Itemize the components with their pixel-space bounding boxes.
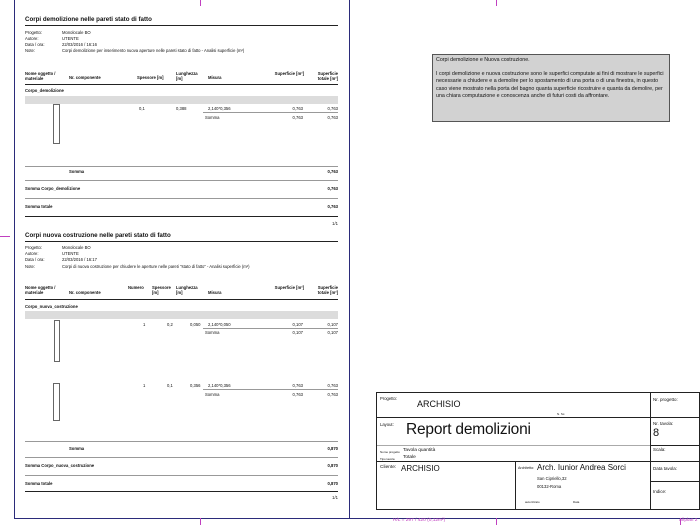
authorization-label: autorizzato: [525, 500, 540, 504]
scale-label: Scala:: [653, 447, 666, 452]
sum-value: 0,870: [327, 446, 338, 451]
group-bar: [25, 311, 338, 319]
project-label: Progetto:: [380, 396, 397, 401]
group-sum-value: 0,870: [327, 463, 338, 468]
header-component: Nr. componente: [69, 75, 101, 80]
meta-value: Monolocale BO: [62, 245, 91, 250]
title-block: [376, 392, 700, 510]
address-city: 00132-Roma: [537, 484, 562, 489]
report-title: Corpi demolizione nelle pareti stato di fatto: [25, 16, 152, 23]
tb-separator: [377, 417, 650, 418]
grand-total-value: 0,763: [327, 204, 338, 209]
sum-label: Somma: [69, 169, 85, 174]
divider: [25, 216, 338, 217]
subtotal-total: 0,763: [327, 115, 338, 120]
architect-name: Arch. Iunior Andrea Sorci: [537, 463, 626, 472]
row-surface: 0,763: [292, 106, 303, 111]
address-street: San Cipriello,32: [537, 476, 567, 481]
sum-value: 0,763: [327, 169, 338, 174]
meta-label: Progetto:: [25, 245, 42, 250]
tb-separator: [650, 393, 651, 509]
layout-value: Report demolizioni: [406, 421, 531, 438]
header-measure: Misura: [208, 290, 222, 295]
center-frame-line: [349, 0, 350, 518]
tb-separator: [650, 417, 699, 418]
tb-separator: [650, 445, 699, 446]
description-heading: Corpi demolizione e Nuova costruzione.: [436, 57, 530, 63]
subtotal-label: Somma: [205, 115, 220, 120]
divider: [25, 198, 338, 199]
bottom-frame-line: [14, 518, 700, 519]
tb-separator: [650, 461, 699, 462]
meta-value: Corpi di nuova costruzione per chiudere le aperture nelle pareti "stato di fatto" - Analisi superficie (m²): [62, 264, 250, 269]
row-total: 0,763: [327, 383, 338, 388]
element-sketch: [53, 383, 60, 421]
divider: [25, 475, 338, 476]
meta-value: 22/03/2016 / 16:17: [62, 257, 97, 262]
description-box: [432, 54, 670, 122]
meta-label: Autore:: [25, 36, 39, 41]
top-tick: [496, 0, 497, 6]
group-name: Corpo_nuova_costruzione: [25, 304, 78, 309]
date-label: Data: [573, 500, 580, 504]
project-value: ARCHISIO: [417, 399, 461, 409]
header-number: Numero: [128, 285, 144, 290]
left-tick: [0, 236, 10, 237]
row-length: 0,050: [190, 322, 201, 327]
divider: [25, 441, 338, 442]
subtotal-surface: 0,107: [292, 330, 303, 335]
group-sum-label: Somma Corpo_demolizione: [25, 186, 81, 191]
meta-label: Note:: [25, 264, 36, 269]
header-thickness: Spessore [m]: [152, 285, 171, 295]
page-number: 1/1: [332, 221, 338, 226]
nr-project-label: Nr. progetto:: [653, 397, 678, 402]
row-thickness: 0,2: [167, 322, 173, 327]
layout-label: Layout:: [380, 422, 394, 427]
table-type-label: Tipo tavola: [380, 457, 395, 461]
bottom-tick: [496, 518, 497, 525]
header-measure: Misura: [208, 75, 222, 80]
table-name-label: Nome progetto: [380, 450, 400, 454]
row-divider: [203, 112, 338, 113]
subtotal-label: Somma: [205, 330, 220, 335]
header-name: Nome oggetto / materiale: [25, 285, 56, 295]
element-sketch: [53, 104, 60, 144]
header-length: Lunghezza [m]: [176, 71, 198, 81]
meta-value: UTENTE: [62, 251, 79, 256]
nr-table-label: Nr. tavola:: [653, 421, 674, 426]
meta-value: 22/03/2016 / 16:16: [62, 42, 97, 47]
client-label: Cliente:: [380, 465, 397, 470]
element-sketch: [54, 320, 60, 362]
row-measure: 2,140*0,356: [208, 106, 231, 111]
meta-label: Progetto:: [25, 30, 42, 35]
subtotal-surface: 0,763: [292, 392, 303, 397]
meta-label: Data / ora:: [25, 257, 45, 262]
header-length: Lunghezza [m]: [176, 285, 198, 295]
header-total: Superficie totale [m²]: [317, 71, 338, 81]
header-thickness: Spessore [m]: [137, 75, 164, 80]
meta-label: Autore:: [25, 251, 39, 256]
divider: [25, 491, 338, 492]
plot-scale-label: N. Sc.: [557, 412, 566, 416]
subtotal-total: 0,763: [327, 392, 338, 397]
description-body: I corpi demolizione e nuova costruzione sono le superfici computate ai fini di mostrare le superfici necessarie a chiudere e a demolire per lo spostamento di una porta o di una finestra, in questo caso viene mostrato nella porta del bagno quanta superficie ricostruire e quanta da demolire, per una chiara computazione e conoscenza anche di futuri costi da affrontare.: [436, 71, 664, 99]
header-divider: [25, 84, 338, 85]
tb-separator: [650, 481, 699, 482]
top-tick: [200, 0, 201, 6]
nr-table-value: 8: [653, 427, 660, 439]
row-surface: 0,763: [292, 383, 303, 388]
row-thickness: 0,1: [167, 383, 173, 388]
grand-total-label: Somma totale: [25, 481, 53, 486]
index-label: Indice:: [653, 489, 667, 494]
header-component: Nr. componente: [69, 290, 101, 295]
group-sum-value: 0,763: [327, 186, 338, 191]
subtotal-surface: 0,763: [292, 115, 303, 120]
header-surface: Superficie [m²]: [274, 71, 304, 76]
sum-label: Somma: [69, 446, 85, 451]
sheet-size-status: H/L = 297 / 420 (0,12m²): [393, 518, 446, 523]
tb-separator: [377, 445, 650, 446]
app-name-status: Allplan 2: [679, 518, 698, 523]
meta-value: Corpi demolizione per inserimento nuova aperture nelle pareti stato di fatto - Analisi superficie (m²): [62, 48, 245, 53]
meta-label: Note:: [25, 48, 36, 53]
grand-total-value: 0,870: [327, 481, 338, 486]
row-total: 0,763: [327, 106, 338, 111]
page-number: 1/1: [332, 495, 338, 500]
row-number: 1: [143, 322, 146, 327]
group-sum-label: Somma Corpo_nuova_costruzione: [25, 463, 95, 468]
tb-separator: [515, 461, 516, 509]
meta-value: Monolocale BO: [62, 30, 91, 35]
row-divider: [203, 328, 338, 329]
divider: [25, 166, 338, 167]
header-total: Superficie totale [m²]: [317, 285, 338, 295]
table-type-value: Totale: [403, 455, 416, 460]
divider: [25, 25, 338, 26]
divider: [25, 180, 338, 181]
tb-separator: [377, 461, 650, 462]
table-name-value: Tavola quantità: [403, 448, 436, 453]
subtotal-label: Somma: [205, 392, 220, 397]
row-divider: [203, 389, 338, 390]
date-table-label: Data tavola:: [653, 466, 678, 471]
row-length: 0,356: [190, 383, 201, 388]
report-title: Corpi nuova costruzione nelle pareti stato di fatto: [25, 232, 171, 239]
row-surface: 0,107: [292, 322, 303, 327]
header-divider: [25, 299, 338, 300]
client-value: ARCHISIO: [401, 464, 440, 473]
grand-total-label: Somma totale: [25, 204, 53, 209]
header-surface: Superficie [m²]: [274, 285, 304, 290]
divider: [25, 241, 338, 242]
divider: [25, 457, 338, 458]
row-thickness: 0,1: [139, 106, 145, 111]
group-name: Corpo_demolizione: [25, 88, 64, 93]
header-name: Nome oggetto / materiale: [25, 71, 56, 81]
row-measure: 2,140*0,050: [208, 322, 231, 327]
group-bar: [25, 96, 338, 104]
row-length: 0,388: [176, 106, 187, 111]
meta-label: Data / ora:: [25, 42, 45, 47]
row-total: 0,107: [327, 322, 338, 327]
left-frame-line: [14, 0, 15, 518]
row-measure: 2,140*0,356: [208, 383, 231, 388]
subtotal-total: 0,107: [327, 330, 338, 335]
architect-label: Architetto:: [518, 466, 535, 470]
meta-value: UTENTE: [62, 36, 79, 41]
bottom-tick: [200, 518, 201, 525]
row-number: 1: [143, 383, 146, 388]
